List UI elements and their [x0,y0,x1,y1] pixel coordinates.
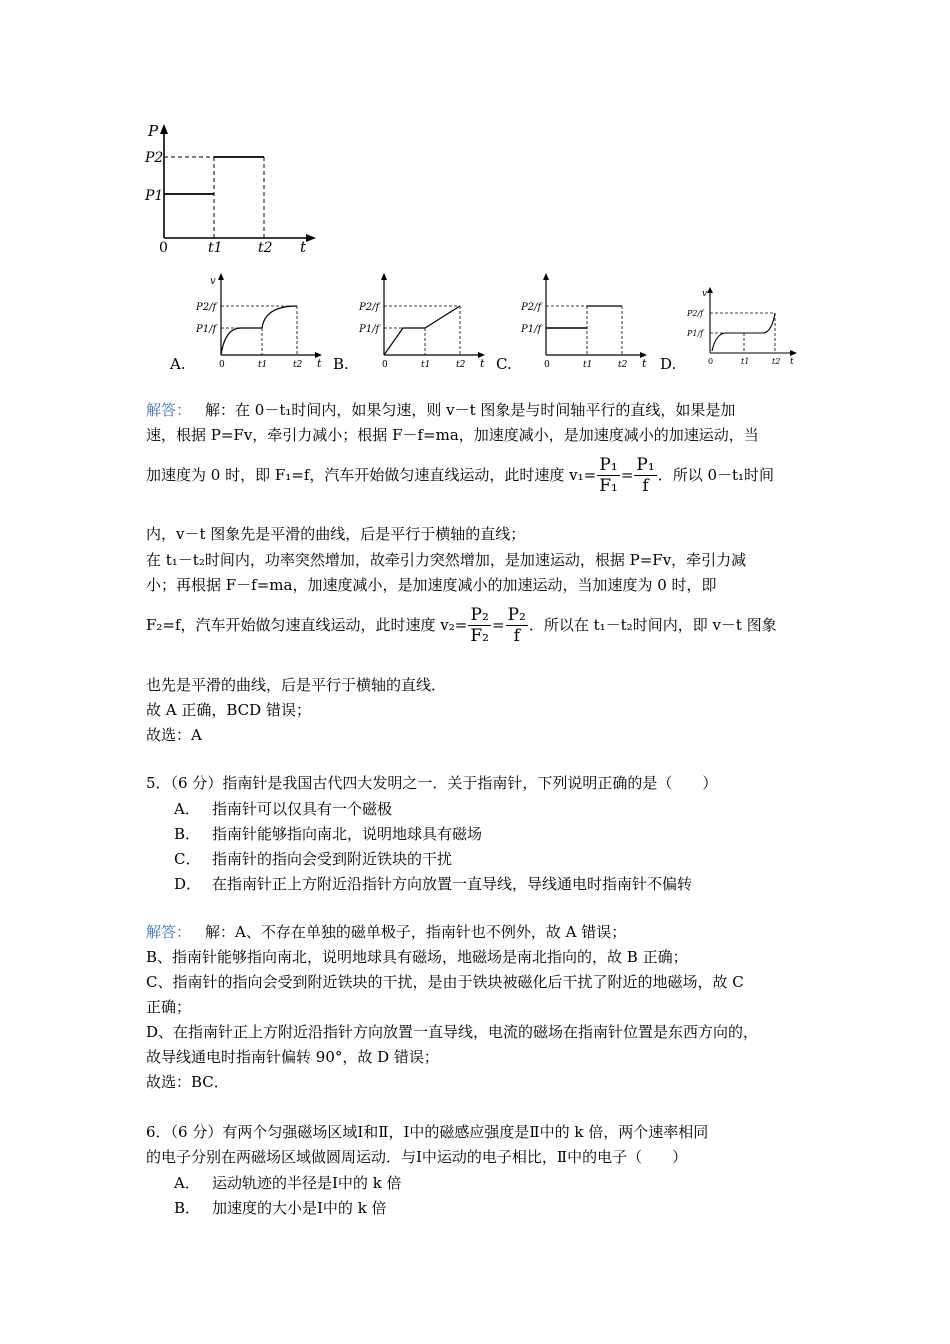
option-a-label: A. [170,355,186,373]
solution-line: 故 A 正确，BCD 错误； [146,701,311,719]
t2-label: t2 [456,360,466,370]
question-5-stem: 5．（6 分）指南针是我国古代四大发明之一．关于指南针，下列说明正确的是（ ） [146,774,718,792]
solution-line: 小；再根据 F－f=ma，加速度减小，是加速度减小的加速运动，当加速度为 0 时，即 [146,576,717,594]
p1f-label: P1/f [521,324,542,335]
p2-label: P2 [145,150,164,166]
origin-label: 0 [219,360,225,370]
origin-label: 0 [708,357,714,366]
t1-label: t1 [258,360,268,370]
question-6-stem: 6．（6 分）有两个匀强磁场区域Ⅰ和Ⅱ，Ⅰ中的磁感应强度是Ⅱ中的 k 倍，两个速率相同 [146,1123,709,1141]
y-axis-label: P [148,122,159,140]
solution-line: F₂=f，汽车开始做匀速直线运动，此时速度 v₂= $\frac{\text{P₂}}{\text{F₂}}$ = $\frac{\text{P₂}}{f}$ ．所以在 t₁－t₂时间内，即 v－t 图象 [146,605,777,646]
solution-line: 内，v－t 图象先是平滑的曲线，后是平行于横轴的直线； [146,525,526,543]
solution-answer: 故选：BC． [146,1073,229,1091]
solution-answer: 故选：A [146,726,202,744]
solution-tag: 解答： [146,923,192,941]
t1-label: t1 [421,360,431,370]
origin-label: 0 [544,360,550,370]
option-b-graph [358,270,493,370]
v-axis-label: v [702,289,708,299]
solution-line: 速，根据 P=Fv，牵引力减小；根据 F－f=ma，加速度减小，是加速度减小的加速运动，当 [146,426,759,444]
q6-option-a[interactable]: A． 运动轨迹的半径是Ⅰ中的 k 倍 [174,1174,402,1192]
origin-label: 0 [382,360,388,370]
p1f-label: P1/f [196,324,217,335]
q6-option-b[interactable]: B． 加速度的大小是Ⅰ中的 k 倍 [174,1199,387,1217]
t-axis-label: t [317,357,322,370]
t2-label: t2 [772,357,781,366]
option-a-graph [195,270,330,370]
option-b-label: B. [333,355,349,373]
solution-line: 解答： 解：A、不存在单独的磁单极子，指南针也不例外，故 A 错误； [146,923,627,941]
q5-option-d[interactable]: D． 在指南针正上方附近沿指针方向放置一直导线，导线通电时指南针不偏转 [174,875,693,893]
p2f-label: P2/f [687,309,704,318]
q5-option-c[interactable]: C． 指南针的指向会受到附近铁块的干扰 [174,850,453,868]
t1-label: t1 [208,240,223,255]
v-axis-label: v [210,276,216,287]
origin-label: 0 [159,240,168,255]
option-d-graph [686,285,801,370]
solution-line: 加速度为 0 时，即 F₁=f，汽车开始做匀速直线运动，此时速度 v₁= $\frac{\text{P₁}}{\text{F₁}}$ = $\frac{\text{P₁}}{f}$ ．所以 0－t₁时间 [146,455,775,496]
fraction-p2-f2: $\frac{\text{P₂}}{\text{F₂}}$ [470,605,489,646]
t-axis-label: t [790,357,794,367]
solution-line: C、指南针的指向会受到附近铁块的干扰，是由于铁块被磁化后干扰了附近的地磁场，故 C [146,973,744,991]
solution-line: 正确； [146,998,192,1016]
fraction-p2-f: $\frac{\text{P₂}}{f}$ [507,605,526,646]
t2-label: t2 [293,360,303,370]
solution-line: B、指南针能够指向南北，说明地球具有磁场，地磁场是南北指向的，故 B 正确； [146,948,688,966]
option-c-graph [520,270,655,370]
x-axis-label: t [300,238,307,255]
fraction-p1-f1: $\frac{\text{P₁}}{\text{F₁}}$ [599,455,618,496]
t-axis-label: t [642,357,647,370]
p2f-label: P2/f [359,302,380,313]
t2-label: t2 [618,360,628,370]
p2f-label: P2/f [196,302,217,313]
solution-line: 故导线通电时指南针偏转 90°，故 D 错误； [146,1048,439,1066]
solution-line: D、在指南针正上方附近沿指针方向放置一直导线，电流的磁场在指南针位置是东西方向的， [146,1023,759,1041]
p1f-label: P1/f [359,324,380,335]
fraction-p1-f: $\frac{\text{P₁}}{f}$ [636,455,655,496]
option-c-label: C. [496,355,512,373]
solution-tag: 解答： [146,401,192,419]
solution-line: 解答： 解：在 0－t₁时间内，如果匀速，则 v－t 图象是与时间轴平行的直线，如果是加 [146,401,736,419]
p1-label: P1 [145,188,164,204]
q5-option-a[interactable]: A． 指南针可以仅具有一个磁极 [174,800,393,818]
p1f-label: P1/f [687,329,704,338]
option-d-label: D. [660,355,677,373]
solution-line: 也先是平滑的曲线，后是平行于横轴的直线． [146,676,447,694]
t-axis-label: t [480,357,485,370]
t1-label: t1 [741,357,750,366]
solution-line: 在 t₁－t₂时间内，功率突然增加，故牵引力突然增加，是加速运动，根据 P=Fv，牵引力减 [146,551,747,569]
power-time-graph [140,120,320,255]
p2f-label: P2/f [521,302,542,313]
q5-option-b[interactable]: B． 指南针能够指向南北，说明地球具有磁场 [174,825,483,843]
t1-label: t1 [583,360,593,370]
t2-label: t2 [258,240,273,255]
question-6-stem: 的电子分别在两磁场区域做圆周运动．与Ⅰ中运动的电子相比，Ⅱ中的电子（ ） [146,1148,688,1166]
